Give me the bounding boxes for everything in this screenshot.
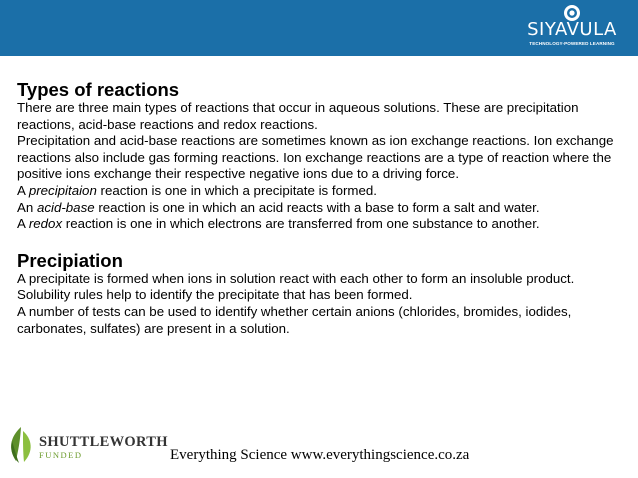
paragraph: A precipitate is formed when ions in solution react with each other to form an insoluble product. — [17, 270, 575, 286]
brand-tagline: TECHNOLOGY-POWERED LEARNING — [529, 41, 615, 46]
heading-precipiation: Precipiation — [17, 249, 123, 271]
spacer — [17, 233, 617, 251]
definition-text: reaction is one in which electrons are transferred from one substance to another. — [62, 216, 540, 232]
paragraph: A number of tests can be used to identify whether certain anions (chlorides, bromides, iodides, carbonates, sulfates) are present in a solution. — [17, 303, 572, 336]
definition-text: reaction is one in which a precipitate is formed. — [96, 182, 377, 198]
definition-precipitation — [17, 183, 617, 200]
sponsor-name: SHUTTLEWORTH — [39, 434, 168, 450]
shuttleworth-logo — [6, 425, 168, 465]
term-acid-base: acid-base — [36, 199, 95, 215]
brand-name: SIYAVULA — [527, 19, 617, 40]
definition-text: reaction is one in which an acid reacts with a base to form a salt and water. — [94, 199, 540, 215]
definition-prefix: A — [17, 216, 29, 232]
definition-redox — [17, 216, 617, 233]
leaf-icon — [6, 425, 36, 465]
definition-prefix: An — [17, 199, 37, 215]
paragraph: There are three main types of reactions that occur in aqueous solutions. These are precipitation reactions, acid-base reactions and redox reactions. — [17, 100, 579, 132]
definition-acid-base — [17, 200, 617, 217]
sponsor-funded: FUNDED — [39, 450, 83, 460]
slide-content — [17, 80, 617, 337]
paragraph: Solubility rules help to identify the precipitate that has been formed. — [17, 287, 413, 303]
term-redox: redox — [28, 216, 63, 232]
heading-types-of-reactions: Types of reactions — [17, 79, 180, 100]
footer-site-text: Everything Science www.everythingscience.co.za — [170, 447, 470, 463]
paragraph: Precipitation and acid-base reactions are sometimes known as ion exchange reactions. Ion exchange reactions also include gas forming reactions. Ion exchange reactions are a type of reaction where the positive ions exchange their respective negative ions due to a driving force. — [17, 133, 614, 182]
term-precipitation: precipitaion — [28, 182, 97, 198]
header-bar — [0, 0, 638, 56]
definition-prefix: A — [17, 182, 29, 198]
siyavula-logo — [518, 4, 626, 50]
